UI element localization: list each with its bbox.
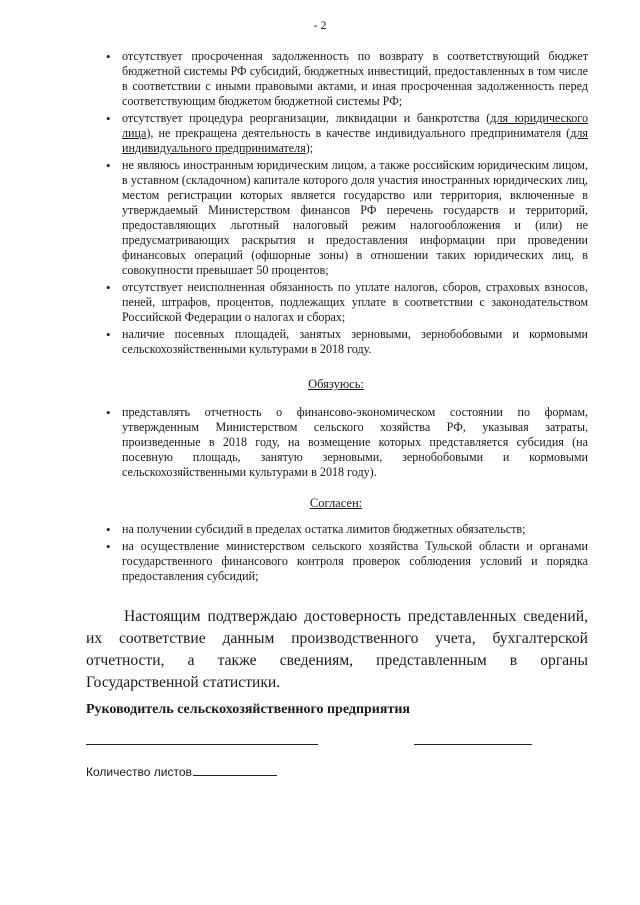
consent-list bbox=[86, 522, 588, 586]
item-text: на осуществление министерством сельского хозяйства Тульской области и органами государственного финансового контроля проверок соблюдения условий и порядка предоставления субсидий; bbox=[122, 539, 588, 583]
item-text: отсутствует неисполненная обязанность по уплате налогов, сборов, страховых взносов, пеней, штрафов, процентов, подлежащих уплате в соответствии с законодательством Российской Федерации о налогах и сборах; bbox=[122, 280, 588, 324]
heading-agree: Согласен: bbox=[309, 496, 363, 510]
list-item bbox=[86, 280, 588, 325]
item-text: представлять отчетность о финансово-экономическом состоянии по формам, утвержденным Министерством сельского хозяйства РФ, указывая затраты, произведенные в 2018 году, на возмещение которых представляется субсидия (на посевную площадь, занятую зерновыми, зернобобовыми и кормовыми сельскохозяйственными культурами в 2018 году). bbox=[122, 405, 588, 479]
signature-line-name bbox=[86, 744, 318, 745]
item-text: отсутствует процедура реорганизации, ликвидации и банкротства ( bbox=[122, 111, 491, 125]
list-item bbox=[86, 158, 588, 278]
eligibility-conditions-list bbox=[86, 49, 588, 359]
signature-line-sign bbox=[414, 744, 532, 745]
list-item bbox=[86, 327, 588, 357]
list-item bbox=[86, 522, 588, 537]
sheets-count-field bbox=[86, 763, 277, 779]
item-text: наличие посевных площадей, занятых зерновыми, зернобобовыми и кормовыми сельскохозяйственными культурами в 2018 году. bbox=[122, 327, 588, 356]
item-text: на получении субсидий в пределах остатка лимитов бюджетных обязательств; bbox=[122, 522, 526, 536]
obligations-list bbox=[86, 405, 588, 482]
list-item bbox=[86, 405, 588, 480]
sheets-count-label: Количество листов bbox=[86, 765, 192, 779]
list-item bbox=[86, 539, 588, 584]
underlined-text: для юридического лица bbox=[122, 111, 588, 140]
signature-title: Руководитель сельскохозяйственного предприятия bbox=[86, 702, 410, 717]
list-item bbox=[86, 111, 588, 156]
item-text: ), не прекращена деятельность в качестве индивидуального предпринимателя ( bbox=[146, 126, 571, 140]
sheets-count-blank bbox=[193, 763, 277, 776]
underlined-text: для индивидуального предпринимателя bbox=[122, 126, 588, 155]
item-text: не являюсь иностранным юридическим лицом, а также российским юридическим лицом, в уставном (складочном) капитале которого доля участия иностранных юридических лиц, местом регистрации которых является государство или территория, включенные в утверждаемый Министерством финансов РФ перечень государств и территорий, предоставляющих льготный налоговый режим налогообложения и (или) не предусматривающих раскрытия и предоставления информации при проведении финансовых операций (офшорные зоны) в отношении таких юридических лиц, в совокупности превышает 50 процентов; bbox=[122, 158, 588, 277]
item-text: отсутствует просроченная задолженность по возврату в соответствующий бюджет бюджетной системы РФ субсидий, бюджетных инвестиций, предоставленных в том числе в соответствии с иными правовыми актами, и иная просроченная задолженность перед соответствующим бюджетом бюджетной системы РФ; bbox=[122, 49, 588, 108]
item-text: ); bbox=[305, 141, 314, 155]
heading-obligate: Обязуюсь: bbox=[308, 377, 364, 391]
list-item bbox=[86, 49, 588, 109]
page-number: - 2 bbox=[313, 18, 327, 32]
confirmation-statement: Настоящим подтверждаю достоверность представленных сведений, их соответствие данным производственного учета, бухгалтерской отчетности, а также сведениям, представленным в органы Государственной статистики. bbox=[86, 608, 588, 691]
